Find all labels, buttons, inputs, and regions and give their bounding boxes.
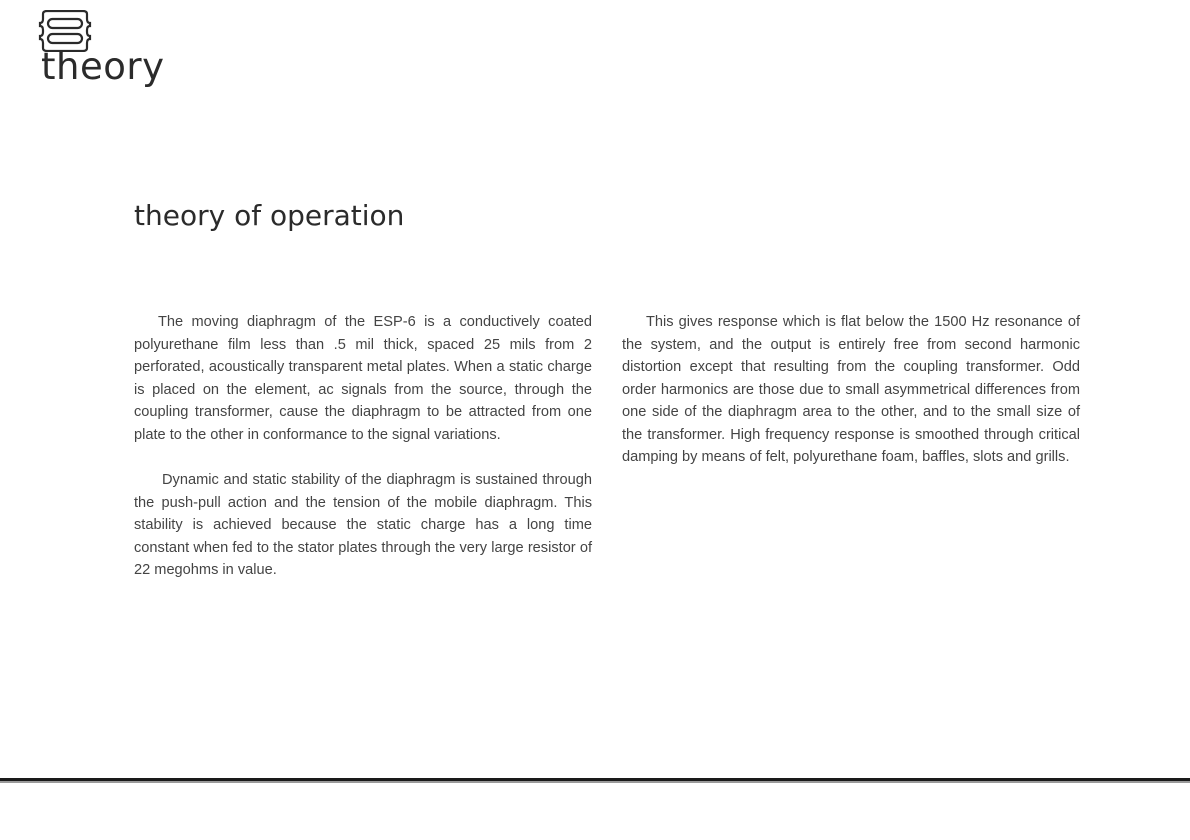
paragraph-2: Dynamic and static stability of the diaphragm is sustained through the push-pull action and the tension of the mobile diaphragm. This stability is achieved because the static charge has a long time constant when fed to the stator plates through the very large resistor of 22 megohms in value.	[134, 472, 592, 578]
paragraph-3: This gives response which is flat below the 1500 Hz resonance of the system, and the output is entirely free from second harmonic distortion except that resulting from the coupling transformer. Odd order harmonics are those due to small asymmetrical differences from one side of the diaphragm area to the other, and to the small size of the transformer. High frequency response is smoothed through critical damping by means of felt, polyurethane foam, baffles, slots and grills.	[622, 314, 1080, 465]
footer-rule-shadow	[0, 781, 1190, 783]
left-column	[134, 311, 592, 582]
right-column	[622, 311, 1080, 469]
page-heading: theory of operation	[134, 199, 405, 232]
paragraph-1: The moving diaphragm of the ESP-6 is a conductively coated polyurethane film less than .5 mil thick, spaced 25 mils from 2 perforated, acoustically transparent metal plates. When a static charge is placed on the element, ac signals from the source, through the coupling transformer, cause the diaphragm to be attracted from one plate to the other in conformance to the signal variations.	[134, 314, 592, 443]
section-title: theory	[41, 45, 165, 88]
